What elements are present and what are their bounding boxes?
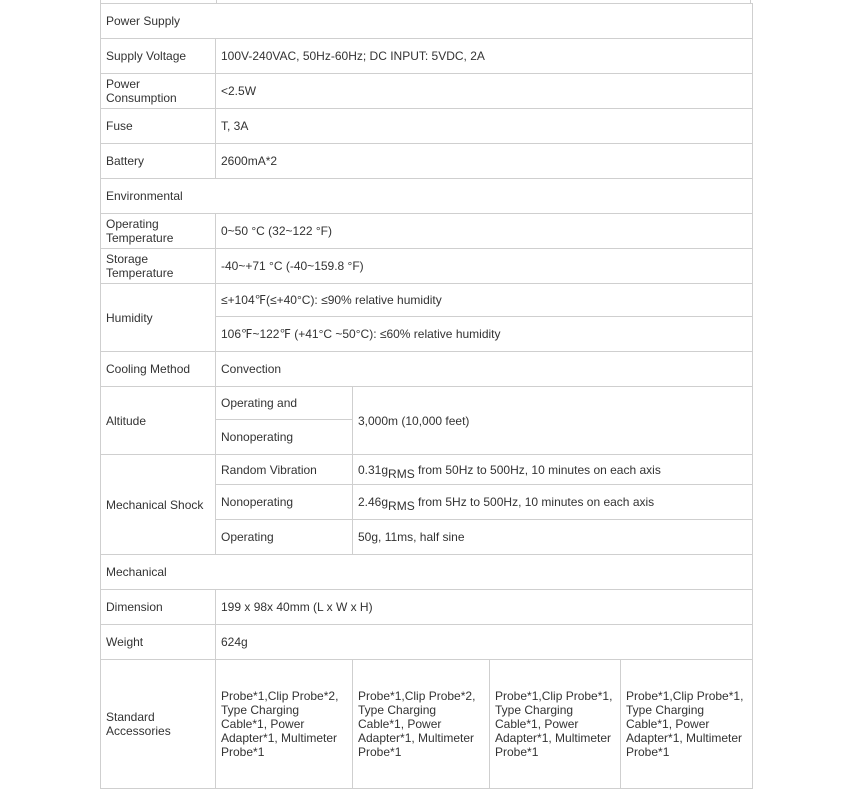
table-row bbox=[101, 249, 753, 284]
row-label: Altitude bbox=[101, 387, 216, 455]
table-row bbox=[101, 39, 753, 74]
row-value: 3,000m (10,000 feet) bbox=[353, 387, 753, 455]
section-header-mechanical: Mechanical bbox=[101, 555, 753, 590]
table-row bbox=[101, 352, 753, 387]
row-sublabel: Nonoperating bbox=[216, 420, 353, 455]
row-value: 0~50 °C (32~122 °F) bbox=[216, 214, 753, 249]
table-row bbox=[101, 109, 753, 144]
value-text: 0.31g bbox=[358, 462, 389, 477]
subscript-text: RMS bbox=[388, 499, 415, 513]
table-row bbox=[101, 179, 753, 214]
value-text: 2.46g bbox=[358, 495, 389, 509]
accessories-cell: Probe*1,Clip Probe*2, Type Charging Cable*1, Power Adapter*1, Multimeter Probe*1 bbox=[353, 660, 490, 789]
accessories-cell: Probe*1,Clip Probe*2, Type Charging Cable*1, Power Adapter*1, Multimeter Probe*1 bbox=[216, 660, 353, 789]
table-row bbox=[101, 284, 753, 317]
table-row bbox=[101, 590, 753, 625]
row-value: 50g, 11ms, half sine bbox=[353, 520, 753, 555]
row-label: Storage Temperature bbox=[101, 249, 216, 284]
row-sublabel: Nonoperating bbox=[216, 485, 353, 520]
row-label: Mechanical Shock bbox=[101, 455, 216, 555]
row-value: 624g bbox=[216, 625, 753, 660]
row-sublabel: Random Vibration bbox=[216, 455, 353, 485]
accessories-cell: Probe*1,Clip Probe*1, Type Charging Cable*1, Power Adapter*1, Multimeter Probe*1 bbox=[621, 660, 753, 789]
row-value: ≤+104℉(≤+40°C): ≤90% relative humidity bbox=[216, 284, 753, 317]
row-sublabel: Operating and bbox=[216, 387, 353, 420]
row-label: Standard Accessories bbox=[101, 660, 216, 789]
table-row bbox=[101, 4, 753, 39]
table-row bbox=[101, 660, 753, 789]
table-row bbox=[101, 214, 753, 249]
table-row bbox=[101, 625, 753, 660]
row-label: Supply Voltage bbox=[101, 39, 216, 74]
row-label: Power Consumption bbox=[101, 74, 216, 109]
spec-table bbox=[100, 3, 753, 789]
value-text: from 5Hz to 500Hz, 10 minutes on each axis bbox=[414, 495, 655, 509]
row-sublabel: Operating bbox=[216, 520, 353, 555]
row-value: 106℉~122℉ (+41°C ~50°C): ≤60% relative humidity bbox=[216, 317, 753, 352]
row-value: 199 x 98x 40mm (L x W x H) bbox=[216, 590, 753, 625]
row-value: 2600mA*2 bbox=[216, 144, 753, 179]
subscript-text: RMS bbox=[388, 466, 415, 481]
row-value: 100V-240VAC, 50Hz-60Hz; DC INPUT: 5VDC, 2A bbox=[216, 39, 753, 74]
row-value bbox=[353, 455, 753, 485]
table-row bbox=[101, 455, 753, 485]
row-label: Weight bbox=[101, 625, 216, 660]
row-label: Humidity bbox=[101, 284, 216, 352]
table-row bbox=[101, 555, 753, 590]
row-value: <2.5W bbox=[216, 74, 753, 109]
row-label: Dimension bbox=[101, 590, 216, 625]
table-row bbox=[101, 387, 753, 420]
row-value: -40~+71 °C (-40~159.8 °F) bbox=[216, 249, 753, 284]
row-value bbox=[353, 485, 753, 520]
row-label: Battery bbox=[101, 144, 216, 179]
row-label: Cooling Method bbox=[101, 352, 216, 387]
row-label: Fuse bbox=[101, 109, 216, 144]
row-value: T, 3A bbox=[216, 109, 753, 144]
table-row bbox=[101, 74, 753, 109]
row-value: Convection bbox=[216, 352, 753, 387]
section-header-power: Power Supply bbox=[101, 4, 753, 39]
table-row bbox=[101, 144, 753, 179]
accessories-cell: Probe*1,Clip Probe*1, Type Charging Cable*1, Power Adapter*1, Multimeter Probe*1 bbox=[490, 660, 621, 789]
section-header-environmental: Environmental bbox=[101, 179, 753, 214]
row-label: Operating Temperature bbox=[101, 214, 216, 249]
value-text: from 50Hz to 500Hz, 10 minutes on each axis bbox=[414, 462, 661, 477]
